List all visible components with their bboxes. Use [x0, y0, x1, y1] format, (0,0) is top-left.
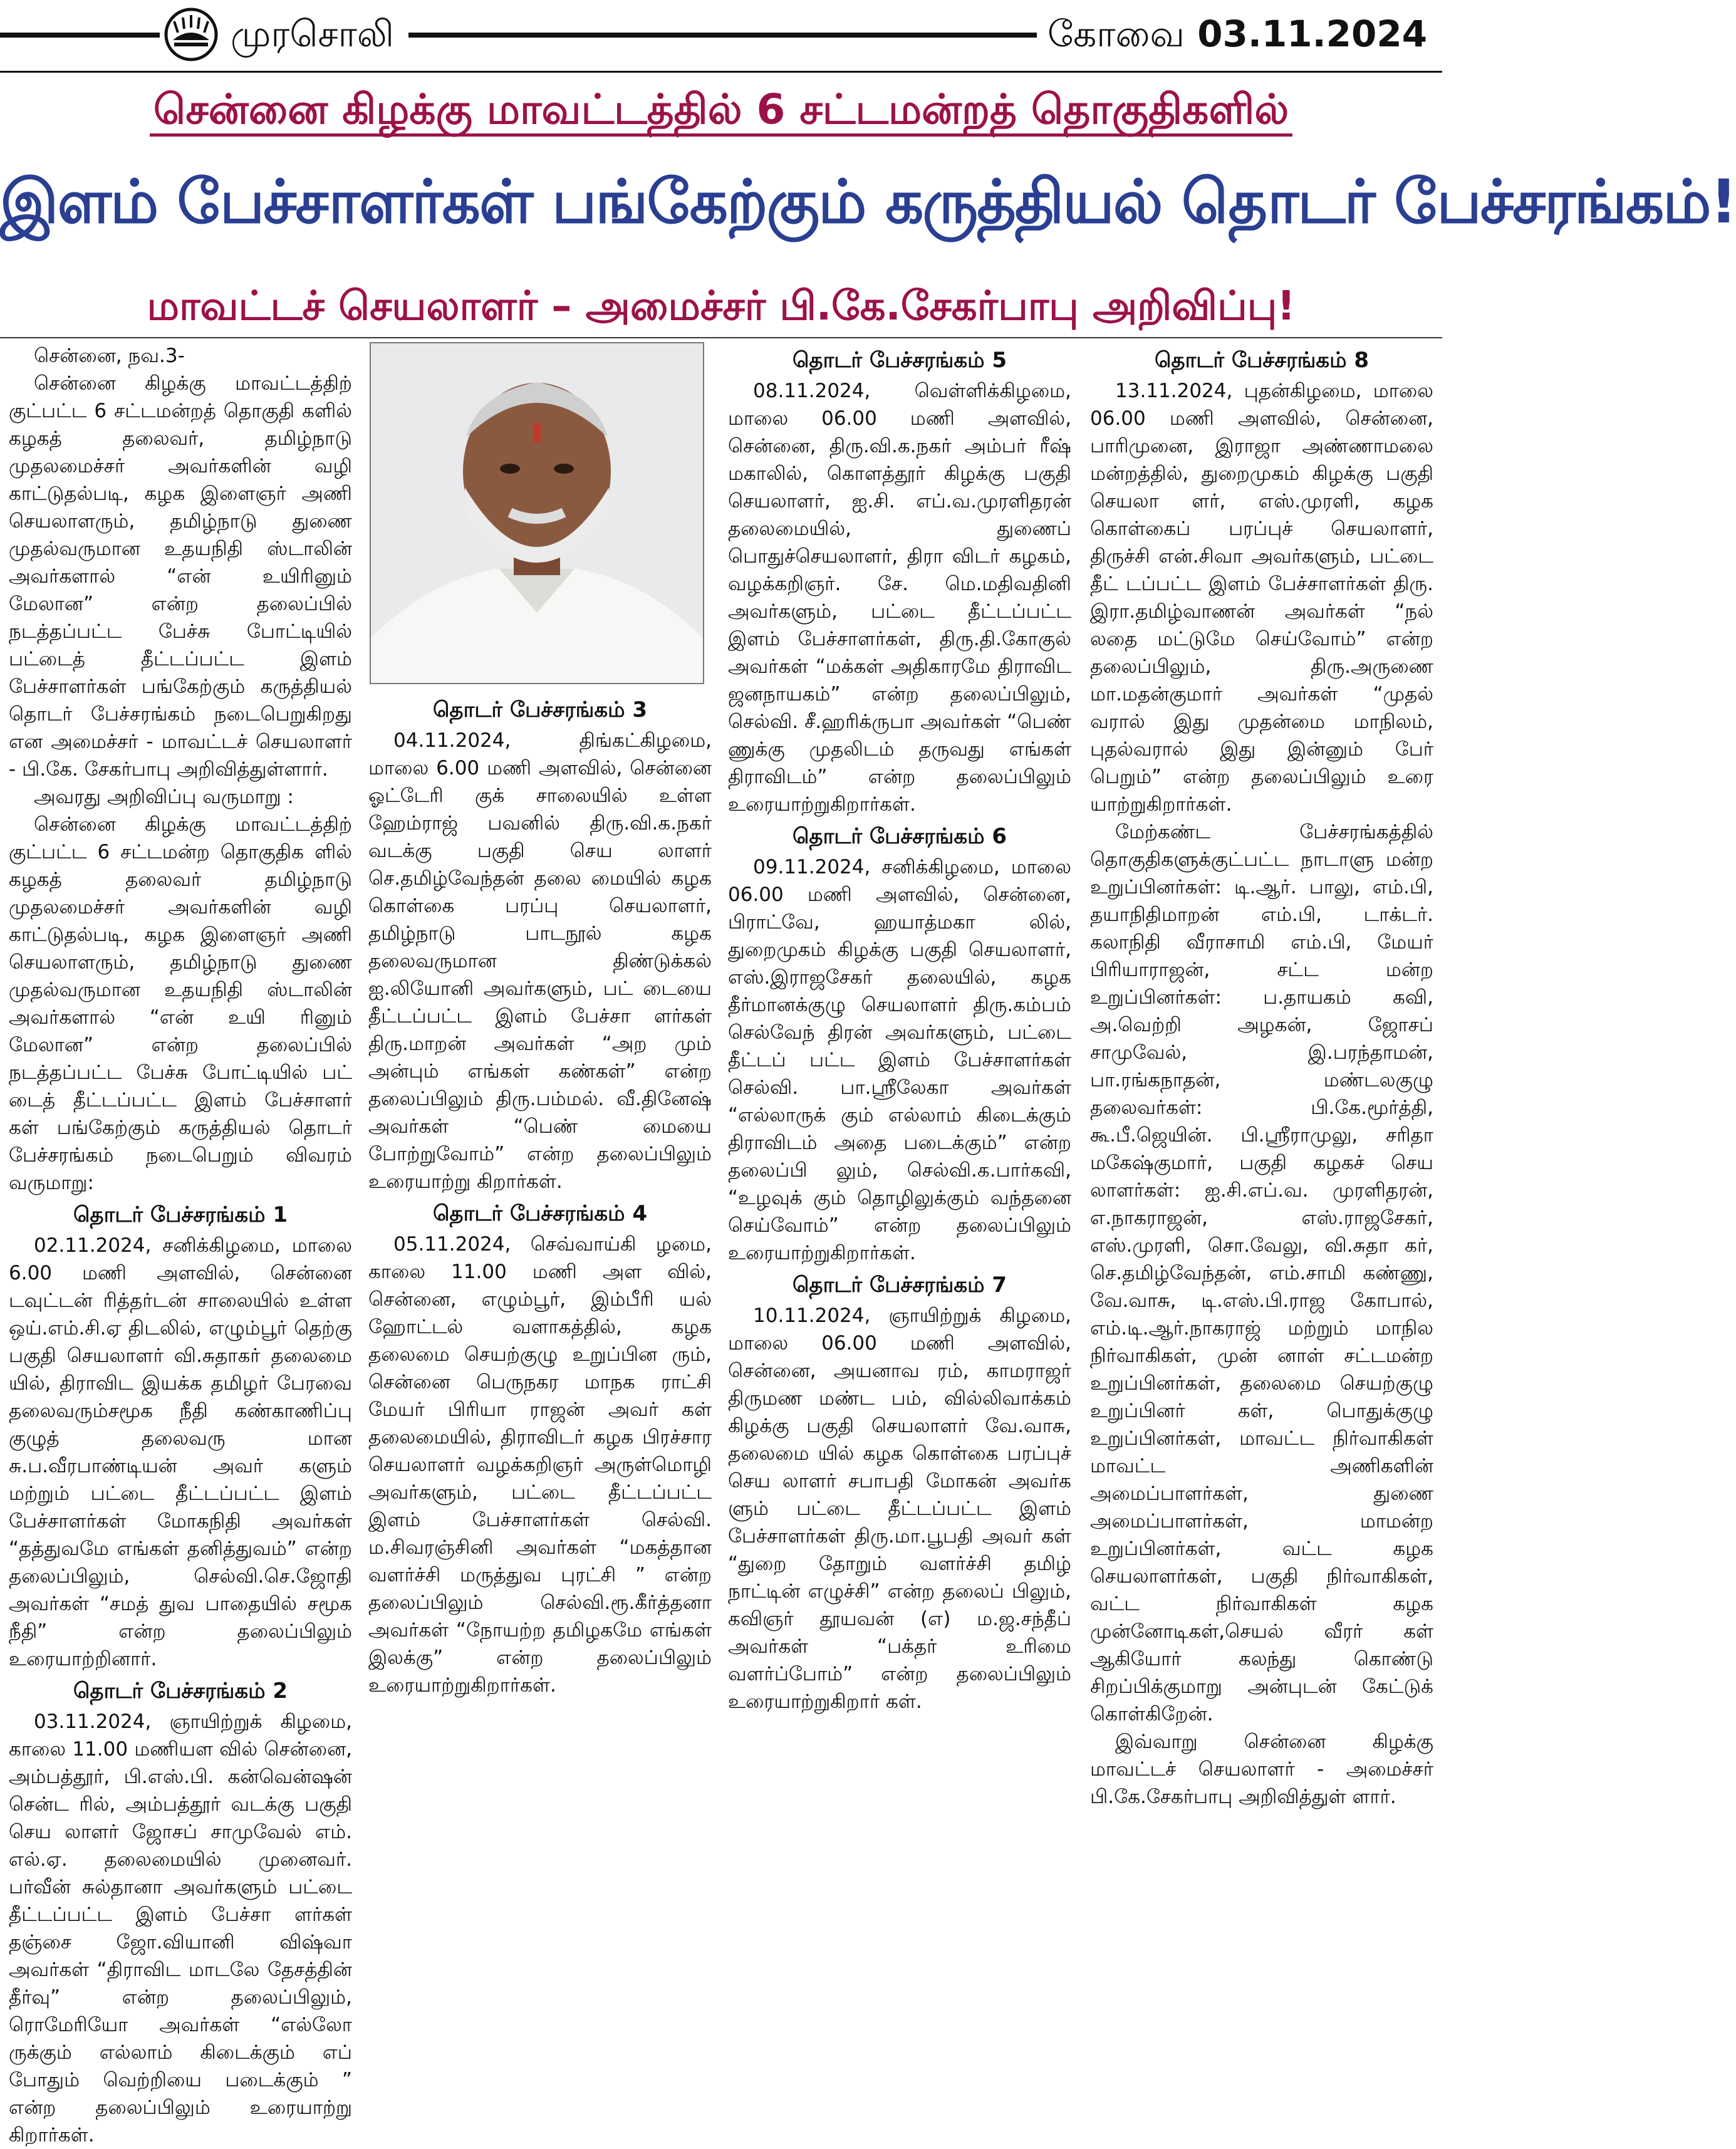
section-heading: தொடர் பேச்சரங்கம் 2	[73, 1678, 288, 1704]
rising-sun-emblem-icon	[164, 8, 218, 61]
kicker-headline	[0, 81, 1442, 138]
section-heading: தொடர் பேச்சரங்கம் 4	[432, 1201, 648, 1226]
main-headline: இளம் பேச்சாளர்கள் பங்கேற்கும் கருத்தியல் தொடர் பேச்சரங்கம்!	[0, 167, 1736, 237]
announce-line: அவரது அறிவிப்பு வருமாறு :	[34, 786, 294, 808]
section-text: 08.11.2024, வெள்ளிக்கிழமை, மாலை 06.00 மணி அளவில், சென்னை, திரு.வி.க.நகர் அம்பர் ரீஷ் மகாலில், கொளத்தூர் கிழக்கு பகுதி செயலாளர், ஐ.சி. எப்.வ.முரளிதரன் தலைமையில், துணைப் பொதுச்செயலாளர், திரா விடர் கழகம், வழக்கறிஞர். சே. மெ.மதிவதினி அவர்களும், பட்டை தீட்டப்பட்ட இளம் பேச்சாளர்கள், திரு.தி.கோகுல் அவர்கள் “மக்கள் அதிகாரமே திராவிட ஜனநாயகம்” என்ற தலைப்பிலும், செல்வி. சீ.ஹரிக்ருபா அவர்கள் “பெண் ணுக்கு முதலிடம் தருவது எங்கள் திராவிடம்” என்ற தலைப்பிலும் உரையாற்றுகிறார்கள்.	[728, 380, 1071, 816]
paper-name: முரசொலி	[231, 13, 394, 55]
kicker-text: சென்னை கிழக்கு மாவட்டத்தில் 6 சட்டமன்றத் தொகுதிகளில்	[150, 85, 1292, 137]
signoff-paragraph: இவ்வாறு சென்னை கிழக்கு மாவட்டச் செயலாளர் - அமைச்சர் பி.கே.சேகர்பாபு அறிவித்துள் ளார்.	[1090, 1730, 1433, 1808]
masthead	[0, 0, 1442, 68]
sub-headline: மாவட்டச் செயலாளர் – அமைச்சர் பி.கே.சேகர்பாபு அறிவிப்பு!	[147, 283, 1296, 330]
section-text: 04.11.2024, திங்கட்கிழமை, மாலை 6.00 மணி அளவில், சென்னை ஓட்டேரி குக் சாலையில் உள்ள ஹேம்ராஜ் பவனில் திரு.வி.க.நகர் வடக்கு பகுதி செய லாளர் செ.தமிழ்வேந்தன் தலை மையில் கழக கொள்கை பரப்பு செயலாளர், தமிழ்நாடு பாடநூல் கழக தலைவருமான திண்டுக்கல் ஐ.லியோனி அவர்களும், பட் டையை தீட்டப்பட்ட இளம் பேச்சா ளர்கள் திரு.மாறன் அவர்கள் “அற மும் அன்பும் எங்கள் கண்கள்” என்ற தலைப்பிலும் திரு.பம்மல். வீ.தினேஷ் அவர்கள் “பெண் மையை போற்றுவோம்” என்ற தலைப்பிலும் உரையாற்று கிறார்கள்.	[368, 729, 712, 1193]
edition-info	[1047, 10, 1427, 58]
intro-paragraph: சென்னை கிழக்கு மாவட்டத்திற் குட்பட்ட 6 சட்டமன்றத் தொகுதி களில் கழகத் தலைவர், தமிழ்நாடு முதலமைச்சர் அவர்களின் வழி காட்டுதல்படி, கழக இளைஞர் அணி செயலாளரும், தமிழ்நாடு துணை முதல்வருமான உதயநிதி ஸ்டாலின் அவர்களால் “என் உயிரினும் மேலான” என்ற தலைப்பில் நடத்தப்பட்ட பேச்சு போட்டியில் பட்டைத் தீட்டப்பட்ட இளம் பேச்சாளர்கள் பங்கேற்கும் கருத்தியல் தொடர் பேச்சரங்கம் நடைபெறுகிறது என அமைச்சர் - மாவட்டச் செயலாளர் - பி.கே. சேகர்பாபு அறிவித்துள்ளார்.	[9, 372, 352, 781]
section-heading: தொடர் பேச்சரங்கம் 8	[1154, 348, 1370, 373]
paragraph: சென்னை கிழக்கு மாவட்டத்திற் குட்பட்ட 6 சட்டமன்ற தொகுதிக ளில் கழகத் தலைவர் தமிழ்நாடு முதலமைச்சர் அவர்களின் வழி காட்டுதல்படி, கழக இளைஞர் அணி செயலாளரும், தமிழ்நாடு துணை முதல்வருமான உதயநிதி ஸ்டாலின் அவர்களால் “என் உயி ரினும் மேலான” என்ற தலைப்பில் நடத்தப்பட்ட பேச்சு போட்டியில் பட் டைத் தீட்டப்பட்ட இளம் பேச்சாளர் கள் பங்கேற்கும் கருத்தியல் தொடர் பேச்சரங்கம் நடைபெறும் விவரம் வருமாறு:	[9, 813, 352, 1194]
masthead-bottom-rule	[0, 71, 1442, 73]
section-text: 13.11.2024, புதன்கிழமை, மாலை 06.00 மணி அளவில், சென்னை, பாரிமுனை, இராஜா அண்ணாமலை மன்றத்தில், துறைமுகம் கிழக்கு பகுதி செயலா ளர், எஸ்.முரளி, கழக கொள்கைப் பரப்புச் செயலாளர், திருச்சி என்.சிவா அவர்களும், பட்டை தீட் டப்பட்ட இளம் பேச்சாளர்கள் திரு. இரா.தமிழ்வாணன் அவர்கள் “நல் லதை மட்டுமே செய்வோம்” என்ற தலைப்பிலும், திரு.அருணை மா.மதன்குமார் அவர்கள் “முதல் வரால் இது முதன்மை மாநிலம், புதல்வரால் இது இன்னும் பேர் பெறும்” என்ற தலைப்பிலும் உரை யாற்றுகிறார்கள்.	[1090, 380, 1433, 816]
section-text: 02.11.2024, சனிக்கிழமை, மாலை 6.00 மணி அளவில், சென்னை டவுட்டன் ரித்தர்டன் சாலையில் உள்ள ஒய்.எம்.சி.ஏ திடலில், எழும்பூர் தெற்கு பகுதி செயலாளர் வி.சுதாகர் தலைமை யில், திராவிட இயக்க தமிழர் பேரவை தலைவரும்சமூக நீதி கண்காணிப்பு குழுத் தலைவரு மான சு.ப.வீரபாண்டியன் அவர் களும் மற்றும் பட்டை தீட்டப்பட்ட இளம் பேச்சாளர்கள் மோகநிதி அவர்கள் “தத்துவமே எங்கள் தனித்துவம்” என்ற தலைப்பிலும், செல்வி.செ.ஜோதி அவர்கள் “சமத் துவ பாதையில் சமூக நீதி” என்ற தலைப்பிலும் உரையாற்றினார்.	[9, 1234, 352, 1670]
column-1	[9, 342, 352, 2146]
section-heading: தொடர் பேச்சரங்கம் 5	[792, 348, 1007, 373]
section-text: 03.11.2024, ஞாயிற்றுக் கிழமை, காலை 11.00 மணியள வில் சென்னை, அம்பத்தூர், பி.எஸ்.பி. கன்வென்ஷன் சென்ட ரில், அம்பத்தூர் வடக்கு பகுதி செய லாளர் ஜோசப் சாமுவேல் எம். எல்.ஏ. தலைமையில் முனைவர். பர்வீன் சுல்தானா அவர்களும் பட்டை தீட்டப்பட்ட இளம் பேச்சா ளர்கள் தஞ்சை ஜோ.வியானி விஷ்வா அவர்கள் “திராவிட மாடலே தேசத்தின் தீர்வு” என்ற தலைப்பிலும், ரொமேரியோ அவர்கள் “எல்லோ ருக்கும் எல்லாம் கிடைக்கும் எப் போதும் வெற்றியை படைக்கும் ” என்ற தலைப்பிலும் உரையாற்று கிறார்கள்.	[9, 1710, 352, 2146]
section-heading: தொடர் பேச்சரங்கம் 6	[792, 824, 1007, 849]
section-text: 09.11.2024, சனிக்கிழமை, மாலை 06.00 மணி அளவில், சென்னை, பிராட்வே, ஹயாத்மகா லில், துறைமுகம் கிழக்கு பகுதி செயலாளர், எஸ்.இராஜசேகர் தலையில், கழக தீர்மானக்குழு செயலாளர் திரு.கம்பம் செல்வேந் திரன் அவர்களும், பட்டை தீட்டப் பட்ட இளம் பேச்சாளர்கள் செல்வி. பா.ஸ்ரீலேகா அவர்கள் “எல்லாருக் கும் எல்லாம் கிடைக்கும் திராவிடம் அதை படைக்கும்” என்ற தலைப்பி லும், செல்வி.க.பார்கவி, “உழவுக் கும் தொழிலுக்கும் வந்தனை செய்வோம்” என்ற தலைப்பிலும் உரையாற்றுகிறார்கள்.	[728, 856, 1071, 1264]
section-heading: தொடர் பேச்சரங்கம் 7	[792, 1272, 1007, 1298]
section-text: 10.11.2024, ஞாயிற்றுக் கிழமை, மாலை 06.00 மணி அளவில், சென்னை, அயனாவ ரம், காமராஜர் திருமண மண்ட பம், வில்லிவாக்கம் கிழக்கு பகுதி செயலாளர் வே.வாசு, தலைமை யில் கழக கொள்கை பரப்புச் செய லாளர் சபாபதி மோகன் அவர்க ளும் பட்டை தீட்டப்பட்ட இளம் பேச்சாளர்கள் திரு.மா.பூபதி அவர் கள் “துறை தோறும் வளர்ச்சி தமிழ் நாட்டின் எழுச்சி” என்ற தலைப் பிலும், கவிஞர் தூயவன் (எ) ம.ஜ.சந்தீப் அவர்கள் “பக்தர் உரிமை வளர்ப்போம்” என்ற தலைப்பிலும் உரையாற்றுகிறார் கள்.	[728, 1304, 1071, 1713]
masthead-rule	[408, 33, 1037, 38]
column-2	[368, 342, 712, 2063]
dateline: சென்னை, நவ.3-	[34, 345, 185, 367]
column-3	[728, 342, 1071, 2063]
column-4	[1090, 342, 1433, 2063]
closing-paragraph: மேற்கண்ட பேச்சரங்கத்தில் தொகுதிகளுக்குட்பட்ட நாடாளு மன்ற உறுப்பினர்கள்: டி.ஆர். பாலு, எம்.பி, தயாநிதிமாறன் எம்.பி, டாக்டர். கலாநிதி வீராசாமி எம்.பி, மேயர் பிரியாராஜன், சட்ட மன்ற உறுப்பினர்கள்: ப.தாயகம் கவி, அ.வெற்றி அழகன், ஜோசப் சாமுவேல், இ.பரந்தாமன், பா.ரங்கநாதன், மண்டலகுழு தலைவர்கள்: பி.கே.மூர்த்தி, கூ.பீ.ஜெயின். பி.ஸ்ரீராமுலு, சரிதா மகேஷ்குமார், பகுதி கழகச் செய லாளர்கள்: ஐ.சி.எப்.வ. முரளிதரன், எ.நாகராஜன், எஸ்.ராஜசேகர், எஸ்.முரளி, சொ.வேலு, வி.சுதா கர், செ.தமிழ்வேந்தன், எம்.சாமி கண்ணு, வே.வாசு, டி.எஸ்.பி.ராஜ கோபால், எம்.டி.ஆர்.நாகராஜ் மற்றும் மாநில நிர்வாகிகள், முன் னாள் சட்டமன்ற உறுப்பினர்கள், தலைமை செயற்குழு உறுப்பினர் கள், பொதுக்குழு உறுப்பினர்கள், மாவட்ட நிர்வாகிகள் மாவட்ட அணிகளின் அமைப்பாளர்கள், துணை அமைப்பாளர்கள், மாமன்ற உறுப்பினர்கள், வட்ட கழக செயலாளர்கள், பகுதி நிர்வாகிகள், வட்ட நிர்வாகிகள் கழக முன்னோடிகள்,செயல் வீரர் கள் ஆகியோர் கலந்து கொண்டு சிறப்பிக்குமாறு அன்புடன் கேட்டுக் கொள்கிறேன்.	[1090, 821, 1433, 1725]
edition-city: கோவை	[1047, 13, 1185, 55]
section-heading: தொடர் பேச்சரங்கம் 3	[432, 697, 648, 722]
section-heading: தொடர் பேச்சரங்கம் 1	[73, 1202, 288, 1227]
divider	[0, 337, 1442, 338]
section-text: 05.11.2024, செவ்வாய்கி ழமை, காலை 11.00 மணி அள வில், சென்னை, எழும்பூர், இம்பீரி யல் ஹோட்டல் வளாகத்தில், கழக தலைமை செயற்குழு உறுப்பின ரும், சென்னை பெருநகர மாநக ராட்சி மேயர் பிரியா ராஜன் அவர் கள் தலைமையில், திராவிடர் கழக பிரச்சார செயலாளர் வழக்கறிஞர் அருள்மொழி அவர்களும், பட்டை தீட்டப்பட்ட இளம் பேச்சாளர்கள் செல்வி. ம.சிவரஞ்சினி அவர்கள் “மகத்தான வளர்ச்சி மருத்துவ புரட்சி ” என்ற தலைப்பிலும் செல்வி.ரூ.கீர்த்தனா அவர்கள் “நோயற்ற தமிழகமே எங்கள் இலக்கு” என்ற தலைப்பிலும் உரையாற்றுகிறார்கள்.	[368, 1233, 712, 1697]
portrait-photo	[370, 342, 704, 684]
masthead-rule	[0, 33, 160, 38]
edition-date: 03.11.2024	[1197, 13, 1428, 55]
